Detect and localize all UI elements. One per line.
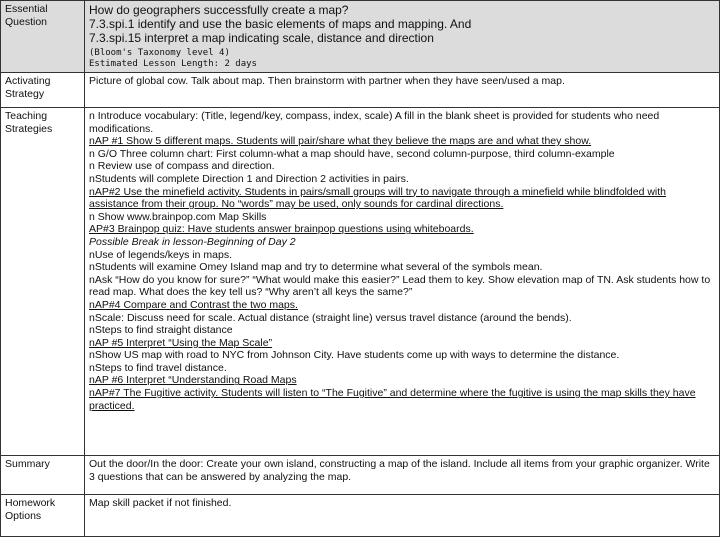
teaching-item: nSteps to find straight distance (89, 324, 233, 337)
standard-spi-15: 7.3.spi.15 interpret a map indicating scale, distance and direction (89, 31, 434, 45)
row-essential-question (1, 1, 720, 73)
summary-label: Summary (1, 456, 85, 495)
row-summary (1, 456, 720, 495)
essential-question-label: Essential Question (1, 1, 85, 73)
teaching-item: nShow US map with road to NYC from Johnson City. Have students come up with ways to determine the distance. (89, 349, 620, 362)
essential-question-content (85, 1, 720, 73)
teaching-item: nStudents will examine Omey Island map and try to determine what several of the symbols mean. (89, 261, 543, 274)
row-teaching-strategies (1, 108, 720, 456)
homework-options-label: Homework Options (1, 495, 85, 537)
teaching-item-ap1: nAP #1 Show 5 different maps. Students will pair/share what they believe the maps are and what they show. (89, 135, 592, 148)
teaching-item-ap7: nAP#7 The Fugitive activity. Students will listen to “The Fugitive” and determine where the fugitive is using the map skills they have practiced. (89, 387, 696, 412)
activating-strategy-label: Activating Strategy (1, 73, 85, 108)
teaching-item-ap6: nAP #6 Interpret “Understanding Road Maps (89, 374, 297, 387)
homework-options-text: Map skill packet if not finished. (85, 495, 720, 537)
teaching-item: nAsk “How do you know for sure?” “What would make this easier?” Lead them to key. Show elevation map of TN. Ask students how to read map. What does the key tell us? “Why aren’t all keys the same?” (89, 273, 711, 299)
teaching-item: n G/O Three column chart: First column-what a map should have, second column-purpose, third column-example (89, 147, 615, 160)
teaching-strategies-label: Teaching Strategies (1, 108, 85, 456)
essential-question-text: How do geographers successfully create a map? (89, 3, 349, 17)
teaching-item: nUse of legends/keys in maps. (89, 248, 232, 261)
teaching-item: n Show www.brainpop.com Map Skills (89, 210, 267, 223)
teaching-item: nScale: Discuss need for scale. Actual distance (straight line) versus travel distance (around the bends). (89, 311, 572, 324)
lesson-length: Estimated Lesson Length: 2 days (89, 59, 257, 69)
row-activating-strategy (1, 73, 720, 108)
teaching-item-ap3: AP#3 Brainpop quiz: Have students answer brainpop questions using whiteboards. (89, 223, 474, 236)
teaching-item-ap2: nAP#2 Use the minefield activity. Students in pairs/small groups will try to navigate through a minefield while blindfolded with assistance from their group. No “words” may be used, only sounds for cardinal directions. (89, 185, 667, 211)
activating-strategy-text: Picture of global cow. Talk about map. Then brainstorm with partner when they have seen/used a map. (85, 73, 720, 108)
teaching-strategies-content (85, 108, 720, 456)
day-2-break: Possible Break in lesson-Beginning of Day 2 (89, 235, 296, 248)
summary-text: Out the door/In the door: Create your own island, constructing a map of the island. Include all items from your graphic organizer. Write 3 questions that can be answered by analyzing the map. (85, 456, 720, 495)
teaching-item: nStudents will complete Direction 1 and Direction 2 activities in pairs. (89, 172, 409, 185)
teaching-item-ap4: nAP#4 Compare and Contrast the two maps. (89, 298, 298, 311)
blooms-level: (Bloom's Taxonomy level 4) (89, 48, 230, 58)
teaching-item-ap5: nAP #5 Interpret “Using the Map Scale” (89, 336, 273, 349)
teaching-item: n Introduce vocabulary: (Title, legend/key, compass, index, scale) A fill in the blank sheet is provided for students who need modifications. (89, 110, 660, 135)
row-homework-options (1, 495, 720, 537)
teaching-item: nSteps to find travel distance. (89, 361, 227, 374)
teaching-item: n Review use of compass and direction. (89, 160, 275, 173)
standard-spi-1: 7.3.spi.1 identify and use the basic elements of maps and mapping. And (89, 17, 472, 31)
